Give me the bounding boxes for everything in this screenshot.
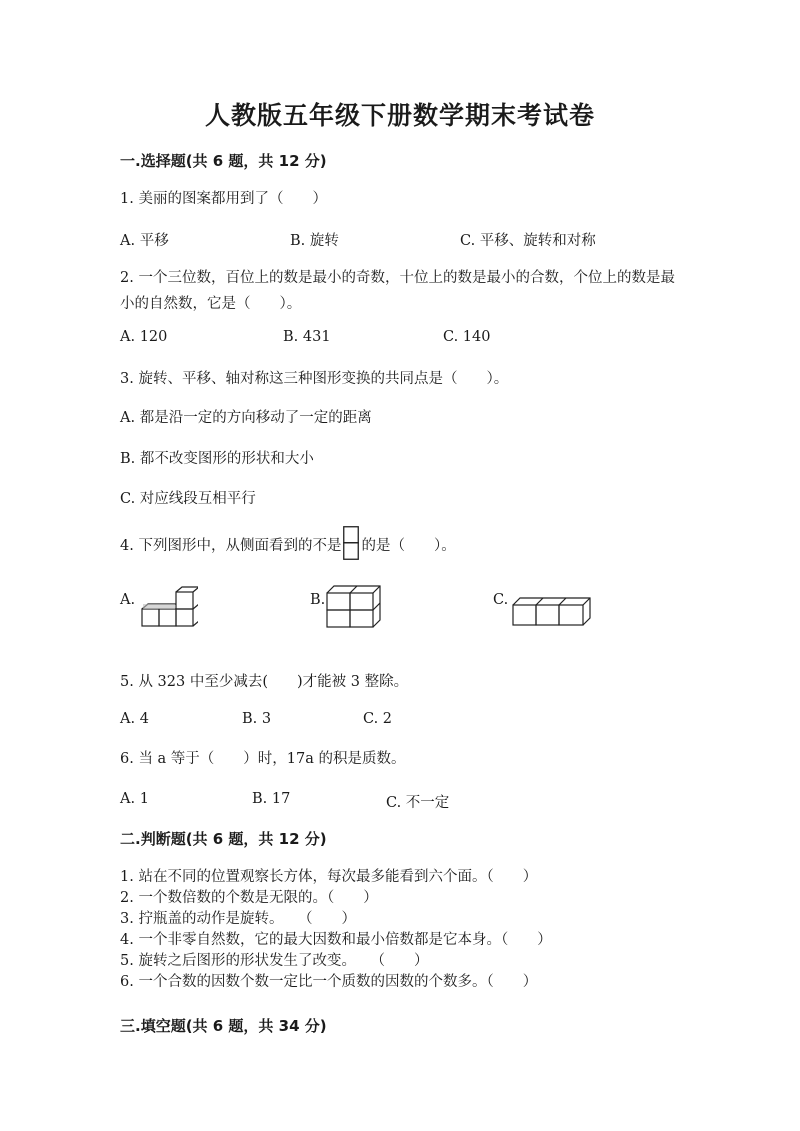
stacked-squares-figure bbox=[343, 526, 359, 569]
question-4-option-c: C. bbox=[493, 592, 509, 608]
cube-stack-figure-a bbox=[138, 585, 198, 629]
judgment-item-3: 3. 拧瓶盖的动作是旋转。 （ ） bbox=[120, 911, 356, 927]
question-5-stem: 5. 从 323 中至少减去( )才能被 3 整除。 bbox=[120, 674, 409, 690]
question-4-stem-pre: 4. 下列图形中，从侧面看到的不是 bbox=[120, 538, 342, 554]
judgment-item-1: 1. 站在不同的位置观察长方体，每次最多能看到六个面。（ ） bbox=[120, 869, 538, 885]
question-3-option-c: C. 对应线段互相平行 bbox=[120, 491, 256, 507]
cube-row-figure-c bbox=[511, 596, 593, 628]
judgment-item-4: 4. 一个非零自然数，它的最大因数和最小倍数都是它本身。（ ） bbox=[120, 932, 552, 948]
question-4-stem-post: 的是（ ）。 bbox=[361, 538, 456, 554]
question-2-stem: 2. 一个三位数，百位上的数是最小的奇数，十位上的数是最小的合数，个位上的数是最小的自然数，它是（ ）。 bbox=[120, 270, 675, 312]
question-5-option-b: B. 3 bbox=[242, 711, 272, 727]
question-6-option-c: C. 不一定 bbox=[386, 795, 450, 811]
judgment-item-6: 6. 一个合数的因数个数一定比一个质数的因数的个数多。（ ） bbox=[120, 974, 538, 990]
question-1-option-c: C. 平移、旋转和对称 bbox=[460, 233, 596, 249]
question-2-option-c: C. 140 bbox=[443, 329, 491, 345]
question-4-option-a: A. bbox=[120, 592, 136, 608]
question-3-option-b: B. 都不改变图形的形状和大小 bbox=[120, 451, 314, 467]
exam-title: 人教版五年级下册数学期末考试卷 bbox=[204, 101, 595, 130]
question-1-option-a: A. 平移 bbox=[120, 233, 169, 249]
question-6-option-b: B. 17 bbox=[252, 791, 291, 807]
question-3-option-a: A. 都是沿一定的方向移动了一定的距离 bbox=[120, 410, 372, 426]
cube-stack-figure-b bbox=[325, 584, 383, 630]
question-1-stem: 1. 美丽的图案都用到了（ ） bbox=[120, 191, 327, 207]
question-5-option-a: A. 4 bbox=[120, 711, 149, 727]
question-5-option-c: C. 2 bbox=[363, 711, 393, 727]
judgment-item-2: 2. 一个数倍数的个数是无限的。（ ） bbox=[120, 890, 378, 906]
section-heading-fill-blank: 三.填空题(共 6 题，共 34 分) bbox=[120, 1017, 327, 1035]
judgment-item-5: 5. 旋转之后图形的形状发生了改变。 （ ） bbox=[120, 953, 429, 969]
question-2-option-b: B. 431 bbox=[283, 329, 331, 345]
question-4-stem bbox=[120, 526, 456, 569]
question-3-stem: 3. 旋转、平移、轴对称这三种图形变换的共同点是（ ）。 bbox=[120, 371, 509, 387]
question-2-option-a: A. 120 bbox=[120, 329, 168, 345]
section-heading-judgment: 二.判断题(共 6 题，共 12 分) bbox=[120, 830, 327, 848]
question-1-option-b: B. 旋转 bbox=[290, 233, 339, 249]
question-6-option-a: A. 1 bbox=[120, 791, 149, 807]
question-6-stem: 6. 当 a 等于（ ）时，17a 的积是质数。 bbox=[120, 751, 406, 767]
question-4-option-b: B. bbox=[310, 592, 326, 608]
section-heading-choice: 一.选择题(共 6 题，共 12 分) bbox=[120, 152, 327, 170]
